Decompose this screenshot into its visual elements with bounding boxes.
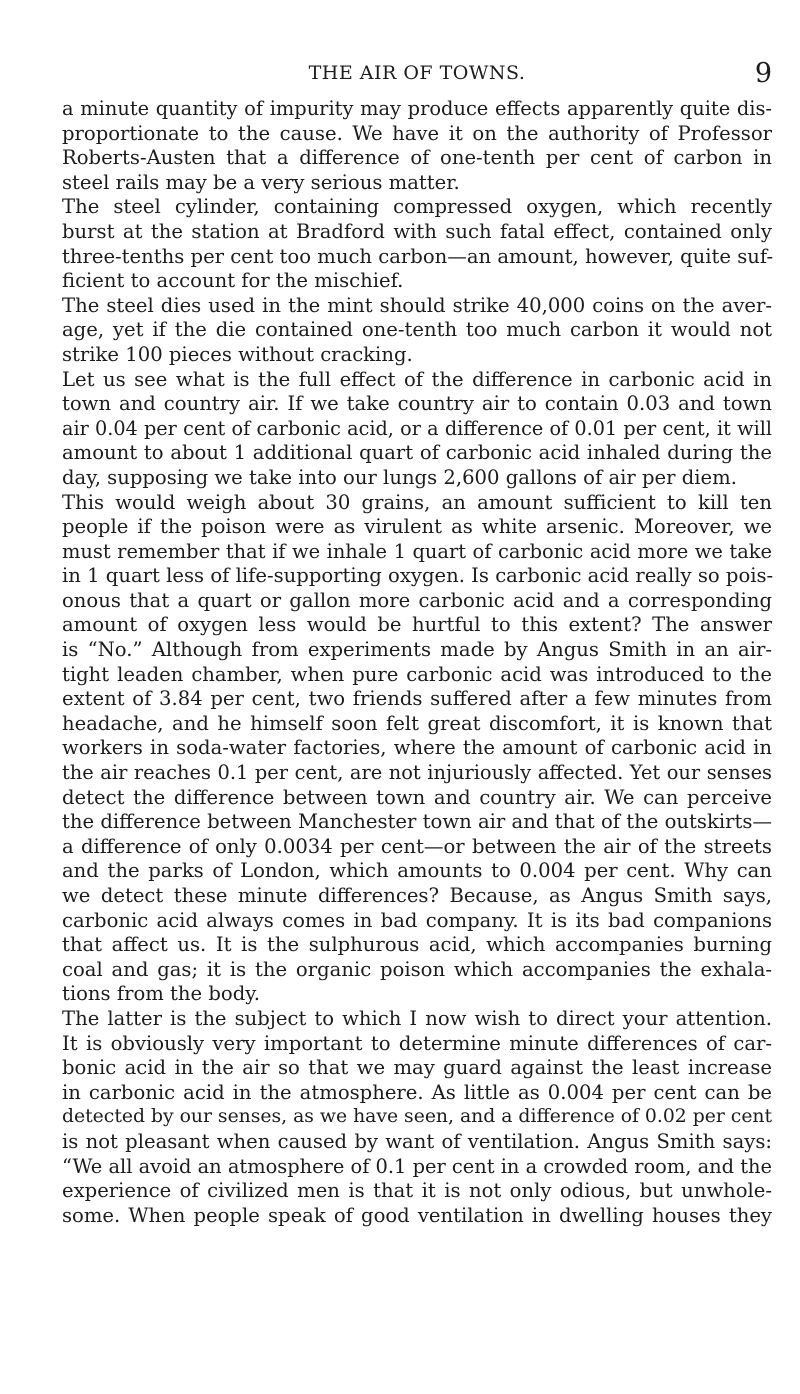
text-line: carbonic acid always comes in bad company. It is its bad companions [62,908,772,932]
text-line: “We all avoid an atmosphere of 0.1 per cent in a crowded room, and the [62,1154,772,1178]
text-line: workers in soda-water factories, where the amount of carbonic acid in [62,736,772,760]
text-line: is not pleasant when caused by want of ventilation. Angus Smith says: [62,1129,772,1153]
text-line: three-tenths per cent too much carbon—an amount, however, quite suf- [62,244,774,268]
text-line: people if the poison were as virulent as white arsenic. Moreover, we [62,515,772,539]
text-line: the difference between Manchester town air and that of the outskirts— [62,810,772,834]
text-line: It is obviously very important to determine minute differences of car- [62,1031,772,1055]
text-line: day, supposing we take into our lungs 2,600 gallons of air per diem. [62,465,737,489]
text-line: the air reaches 0.1 per cent, are not injuriously affected. Yet our senses [62,761,772,785]
text-line: tions from the body. [62,982,260,1006]
text-line: amount to about 1 additional quart of carbonic acid inhaled during the [62,441,772,465]
text-line: headache, and he himself soon felt great discomfort, it is known that [62,711,772,735]
text-line: bonic acid in the air so that we may guard against the least increase [62,1056,772,1080]
page-number: 9 [754,58,772,89]
text-line: experience of civilized men is that it is not only odious, but unwhole- [62,1179,772,1203]
text-line: is “No.” Although from experiments made by Angus Smith in an air- [62,638,772,662]
text-line: This would weigh about 30 grains, an amount sufficient to kill ten [62,490,772,514]
text-line: in carbonic acid in the atmosphere. As little as 0.004 per cent can be [62,1080,772,1104]
text-line: tight leaden chamber, when pure carbonic acid was introduced to the [62,662,772,686]
text-line: The steel cylinder, containing compressed oxygen, which recently [62,195,772,219]
text-line: detected by our senses, as we have seen, and a difference of 0.02 per cent [62,1106,773,1128]
text-line: strike 100 pieces without cracking. [62,342,413,366]
text-line: in 1 quart less of life-supporting oxygen. Is carbonic acid really so pois- [62,564,774,588]
text-line: ficient to account for the mischief. [62,269,404,293]
text-line: amount of oxygen less would be hurtful to this extent? The answer [62,613,772,637]
text-line: detect the difference between town and country air. We can perceive [62,785,772,809]
body-text [62,97,772,1228]
text-line: town and country air. If we take country air to contain 0.03 and town [62,392,772,416]
text-line: The latter is the subject to which I now wish to direct your attention. [62,1006,772,1030]
text-line: age, yet if the die contained one-tenth too much carbon it would not [62,318,772,342]
running-title: THE AIR OF TOWNS. [308,62,526,84]
text-line: some. When people speak of good ventilation in dwelling houses they [62,1203,772,1227]
text-line: coal and gas; it is the organic poison which accompanies the exhala- [62,957,772,981]
text-line: we detect these minute differences? Because, as Angus Smith says, [62,884,772,907]
text-line: burst at the station at Bradford with such fatal effect, contained only [62,219,772,243]
text-line: and the parks of London, which amounts to 0.004 per cent. Why can [62,859,772,883]
text-line: must remember that if we inhale 1 quart of carbonic acid more we take [62,539,772,563]
text-line: air 0.04 per cent of carbonic acid, or a difference of 0.01 per cent, it will [62,416,772,440]
text-line: extent of 3.84 per cent, two friends suffered after a few minutes from [62,687,772,711]
text-line: Let us see what is the full effect of the difference in carbonic acid in [62,367,772,391]
text-line: proportionate to the cause. We have it on the authority of Professor [62,121,772,145]
text-line: onous that a quart or gallon more carbonic acid and a corresponding [62,588,772,612]
text-line: steel rails may be a very serious matter. [62,170,460,194]
text-line: that affect us. It is the sulphurous acid, which accompanies burning [62,933,772,957]
running-head [62,60,772,90]
text-line: a difference of only 0.0034 per cent—or between the air of the streets [62,834,772,858]
text-line: a minute quantity of impurity may produce effects apparently quite dis- [62,97,772,120]
text-line: The steel dies used in the mint should strike 40,000 coins on the aver- [62,293,772,317]
text-line: Roberts-Austen that a difference of one-tenth per cent of carbon in [62,146,772,170]
